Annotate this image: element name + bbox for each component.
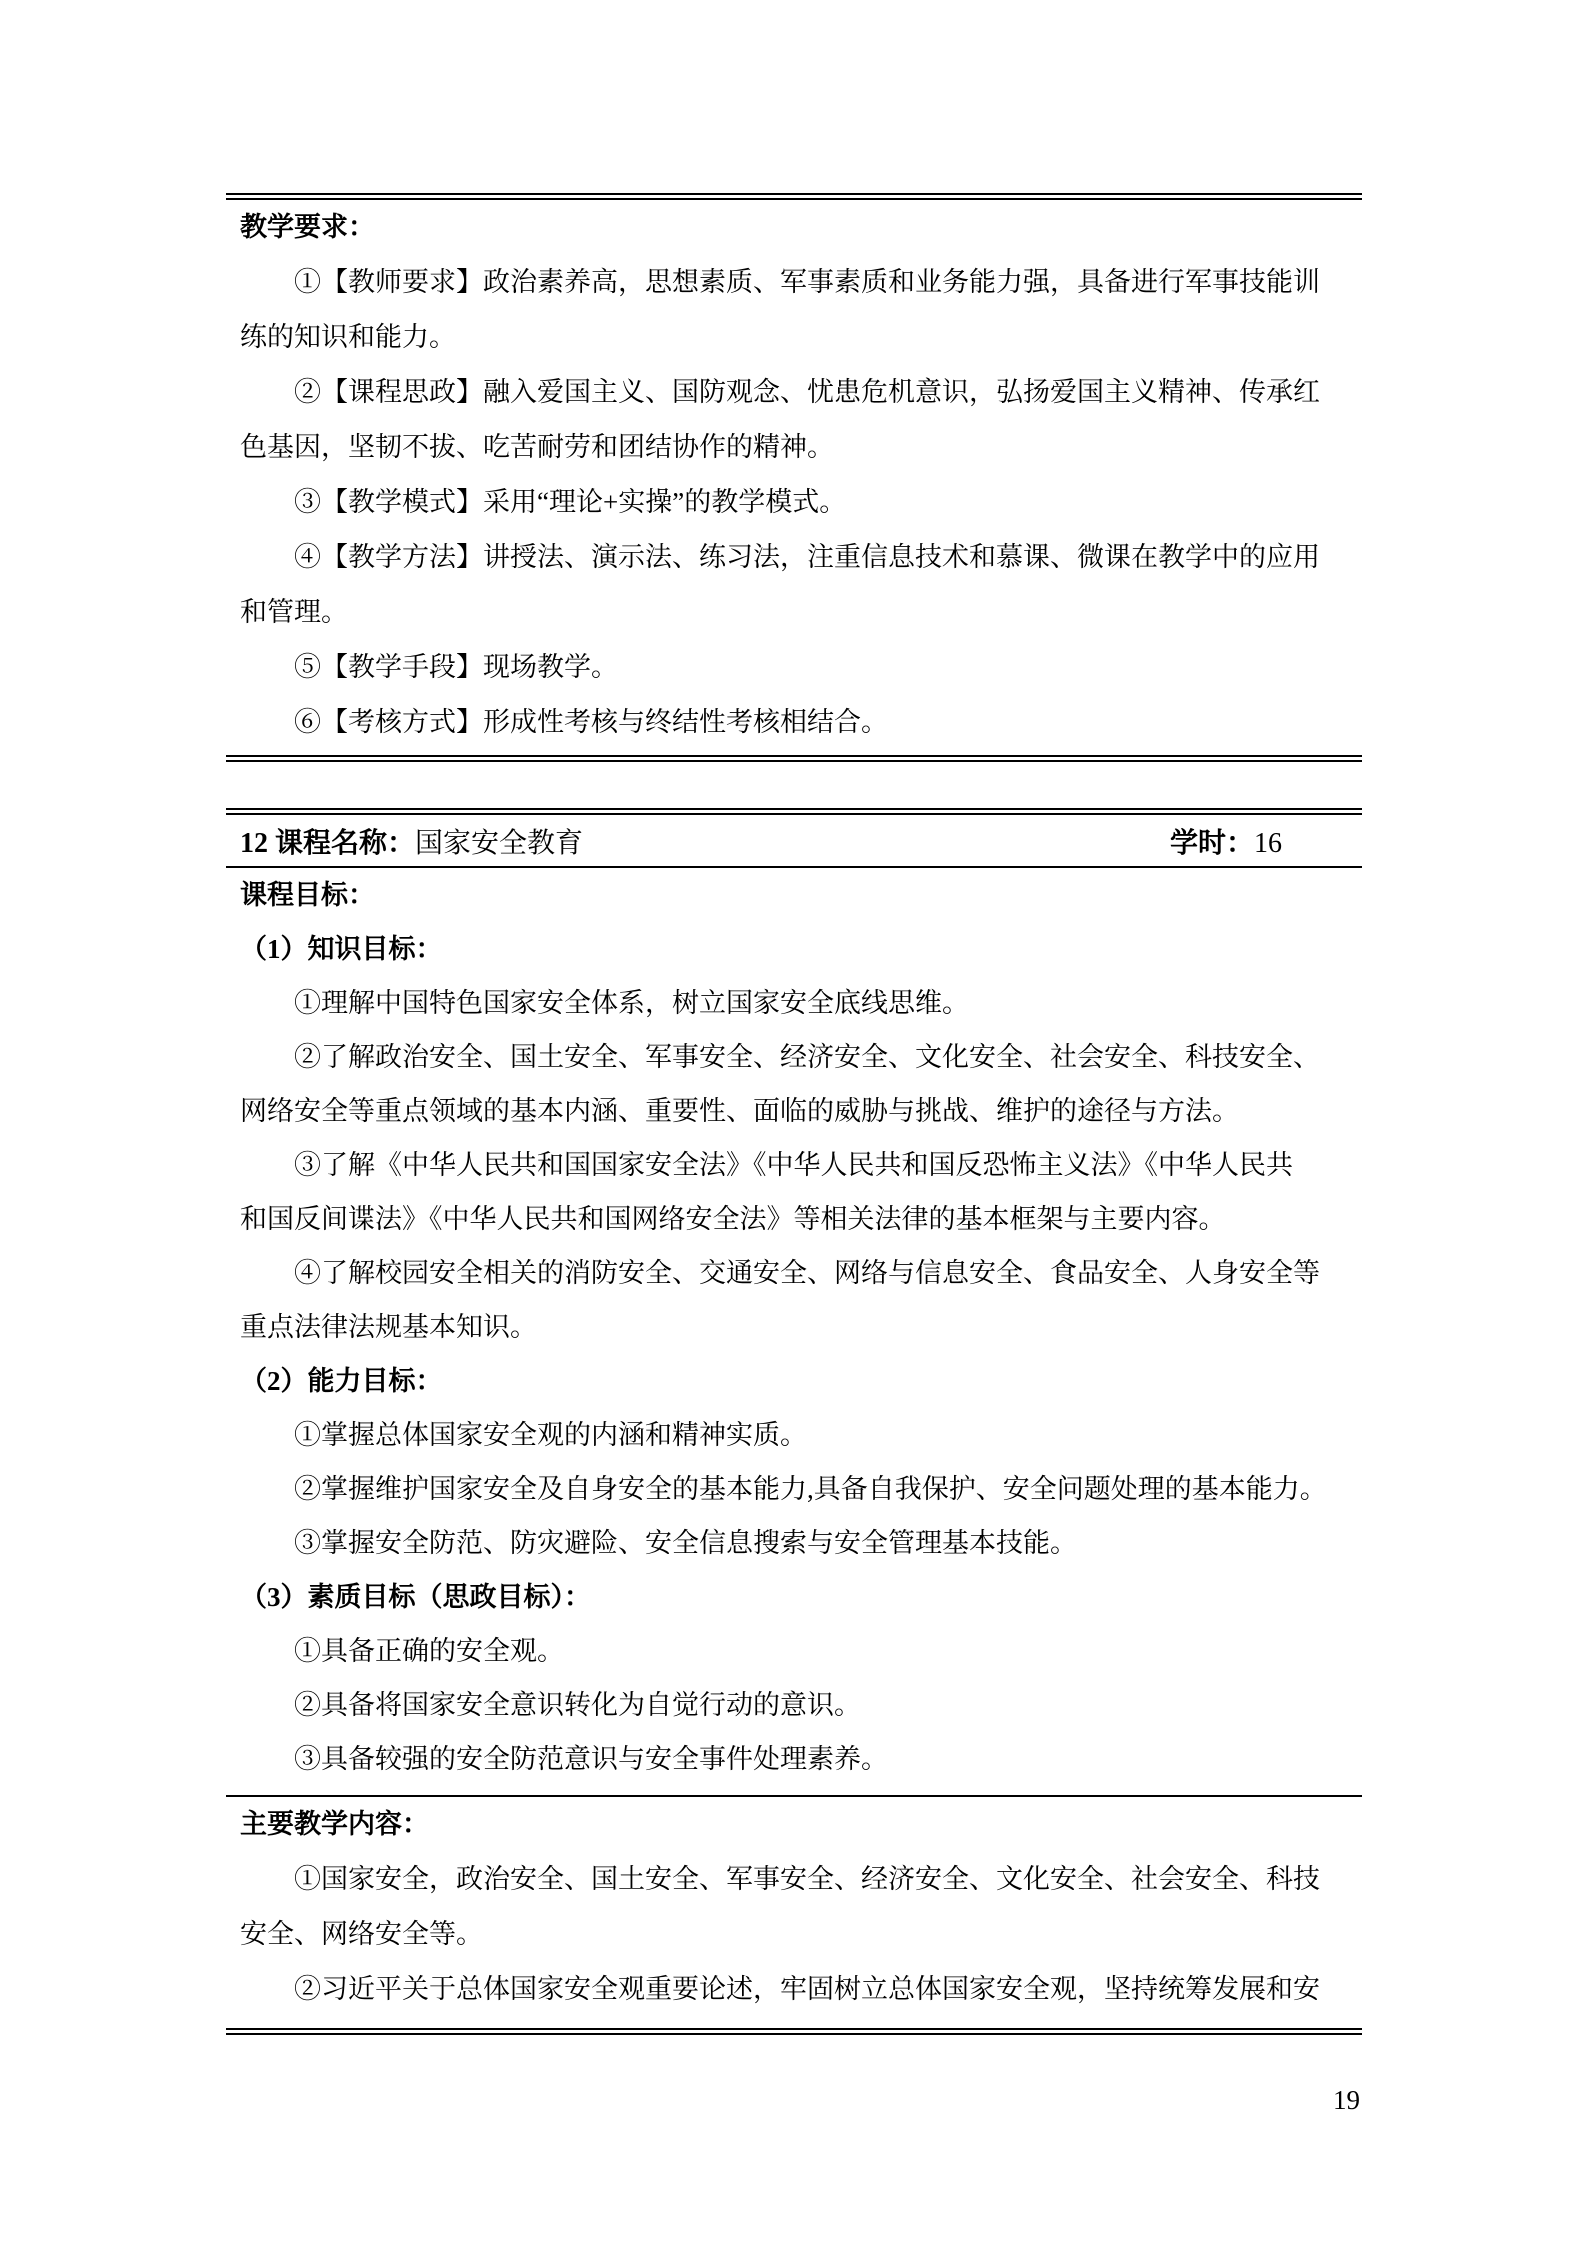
double-rule <box>226 808 1362 815</box>
course-name-label: 课程名称： <box>275 827 416 859</box>
section-heading: 课程目标： <box>240 880 375 910</box>
text-line: ④了解校园安全相关的消防安全、交通安全、网络与信息安全、食品安全、人身安全等 <box>294 1258 1320 1288</box>
text-line: 安全、网络安全等。 <box>240 1919 483 1949</box>
text-line: ②具备将国家安全意识转化为自觉行动的意识。 <box>294 1690 861 1720</box>
hours-label: 学时： <box>1169 827 1254 859</box>
text-line: ⑤【教学手段】现场教学。 <box>294 652 618 682</box>
double-rule <box>226 755 1362 762</box>
text-line: ①理解中国特色国家安全体系，树立国家安全底线思维。 <box>294 988 969 1018</box>
text-line: ④【教学方法】讲授法、演示法、练习法，注重信息技术和慕课、微课在教学中的应用 <box>294 542 1320 572</box>
subsection-heading: （3）素质目标（思政目标）： <box>240 1582 591 1612</box>
text-line: ③【教学模式】采用“理论+实操”的教学模式。 <box>294 487 847 517</box>
text-line: 色基因，坚韧不拔、吃苦耐劳和团结协作的精神。 <box>240 432 834 462</box>
text-line: ②习近平关于总体国家安全观重要论述，牢固树立总体国家安全观，坚持统筹发展和安 <box>294 1974 1320 2004</box>
course-objectives-section <box>226 868 1362 1795</box>
text-line: ①【教师要求】政治素养高，思想素质、军事素质和业务能力强，具备进行军事技能训 <box>294 267 1320 297</box>
course-number: 12 <box>240 827 268 859</box>
course-hours <box>1170 821 1282 861</box>
hours-value: 16 <box>1254 827 1282 859</box>
text-line: ①国家安全，政治安全、国土安全、军事安全、经济安全、文化安全、社会安全、科技 <box>294 1864 1320 1894</box>
main-content-section <box>226 1797 1362 2028</box>
text-line: 练的知识和能力。 <box>240 322 456 352</box>
text-line: ②掌握维护国家安全及自身安全的基本能力,具备自我保护、安全问题处理的基本能力。 <box>294 1474 1327 1504</box>
text-line: ⑥【考核方式】形成性考核与终结性考核相结合。 <box>294 707 888 737</box>
section-heading: 主要教学内容： <box>240 1809 429 1839</box>
double-rule-bottom <box>226 2028 1362 2035</box>
section-gap <box>226 762 1362 808</box>
text-line: ②了解政治安全、国土安全、军事安全、经济安全、文化安全、社会安全、科技安全、 <box>294 1042 1320 1072</box>
section-heading: 教学要求： <box>240 212 375 242</box>
course-header-row <box>226 815 1362 866</box>
double-rule-top <box>226 193 1362 200</box>
text-line: ③具备较强的安全防范意识与安全事件处理素养。 <box>294 1744 888 1774</box>
text-line: 网络安全等重点领域的基本内涵、重要性、面临的威胁与挑战、维护的途径与方法。 <box>240 1096 1239 1126</box>
text-line: ②【课程思政】融入爱国主义、国防观念、忧患危机意识，弘扬爱国主义精神、传承红 <box>294 377 1320 407</box>
subsection-heading: （2）能力目标： <box>240 1366 443 1396</box>
document-page <box>226 193 1362 2115</box>
course-name: 国家安全教育 <box>415 827 584 859</box>
course-title <box>240 821 583 861</box>
text-line: 和管理。 <box>240 597 348 627</box>
teaching-requirements-section <box>226 200 1362 755</box>
subsection-heading: （1）知识目标： <box>240 934 443 964</box>
text-line: ③了解《中华人民共和国国家安全法》《中华人民共和国反恐怖主义法》《中华人民共 <box>294 1150 1293 1180</box>
text-line: ③掌握安全防范、防灾避险、安全信息搜索与安全管理基本技能。 <box>294 1528 1077 1558</box>
text-line: 和国反间谍法》《中华人民共和国网络安全法》等相关法律的基本框架与主要内容。 <box>240 1204 1226 1234</box>
text-line: ①具备正确的安全观。 <box>294 1636 564 1666</box>
text-line: ①掌握总体国家安全观的内涵和精神实质。 <box>294 1420 807 1450</box>
text-line: 重点法律法规基本知识。 <box>240 1312 537 1342</box>
page-number: 19 <box>1333 2085 1360 2115</box>
